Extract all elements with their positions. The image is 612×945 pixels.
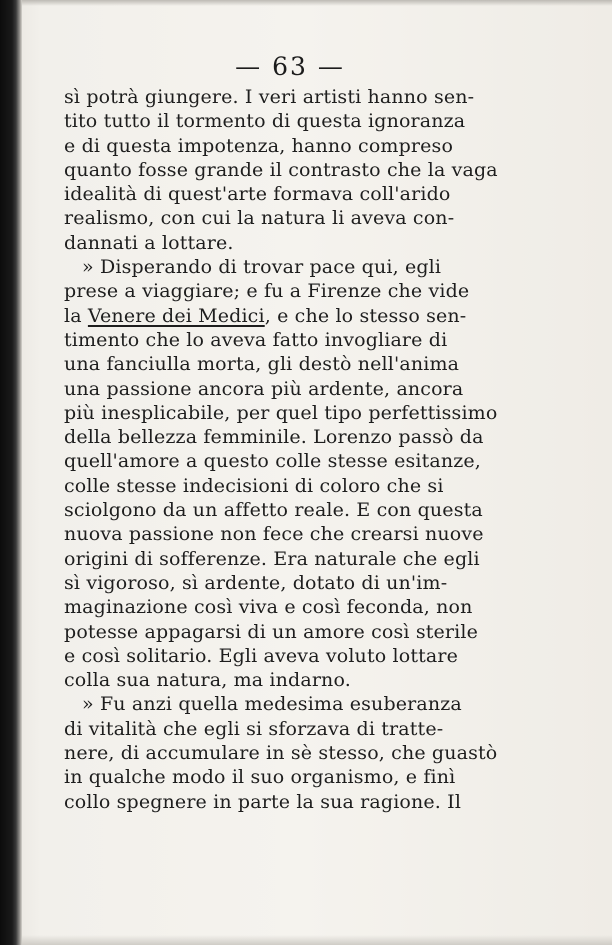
paragraph-start-line: » Fu anzi quella medesima esuberanza: [82, 693, 462, 716]
text-line: una passione ancora più ardente, ancora: [64, 377, 464, 400]
underlined-title: Venere dei Medici: [87, 304, 265, 327]
book-spine-shadow: [0, 0, 22, 945]
text-line: quell'amore a questo colle stesse esitanze,: [64, 450, 481, 473]
text-line: colla sua natura, ma indarno.: [64, 669, 351, 692]
text-line: dannati a lottare.: [64, 231, 234, 254]
text-line: prese a viaggiare; e fu a Firenze che vide: [64, 280, 470, 303]
text-line: quanto fosse grande il contrasto che la vaga: [64, 158, 498, 181]
text-line: timento che lo aveva fatto invogliare di: [64, 328, 448, 351]
text-line: della bellezza femminile. Lorenzo passò da: [64, 426, 484, 449]
page-bottom-edge: [22, 935, 612, 945]
text-line: realismo, con cui la natura li aveva con-: [64, 207, 455, 230]
text-line: in qualche modo il suo organismo, e finì: [64, 766, 456, 789]
text-line: tito tutto il tormento di questa ignoranza: [64, 110, 466, 133]
text-line: origini di sofferenze. Era naturale che egli: [64, 547, 480, 570]
text-line: nere, di accumulare in sè stesso, che guastò: [64, 742, 498, 765]
text-segment: , e che lo stesso sen-: [264, 304, 467, 327]
text-line: e di questa impotenza, hanno compreso: [64, 134, 454, 157]
text-line: nuova passione non fece che crearsi nuove: [64, 523, 484, 546]
body-text: [64, 85, 534, 814]
page-top-edge: [22, 0, 612, 6]
text-line: sì vigoroso, sì ardente, dotato di un'im-: [64, 571, 448, 594]
text-line: più inesplicabile, per quel tipo perfettissimo: [64, 401, 498, 424]
text-line: potesse appagarsi di un amore così sterile: [64, 620, 478, 643]
text-line: sì potrà giungere. I veri artisti hanno sen-: [64, 86, 475, 108]
text-line: idealità di quest'arte formava coll'arido: [64, 183, 451, 206]
page-number: — 63 —: [235, 52, 345, 81]
text-line: di vitalità che egli si sforzava di tratte-: [64, 717, 444, 740]
text-line: colle stesse indecisioni di coloro che si: [64, 474, 444, 497]
text-line: e così solitario. Egli aveva voluto lottare: [64, 644, 459, 667]
text-line: collo spegnere in parte la sua ragione. Il: [64, 790, 462, 813]
text-line: una fanciulla morta, gli destò nell'anima: [64, 353, 460, 376]
text-line: sciolgono da un affetto reale. E con questa: [64, 499, 483, 522]
text-line: maginazione così viva e così feconda, non: [64, 596, 473, 619]
text-segment: la: [64, 304, 88, 327]
text-line-with-underline: [64, 304, 534, 328]
paragraph-start-line: » Disperando di trovar pace qui, egli: [82, 256, 442, 279]
